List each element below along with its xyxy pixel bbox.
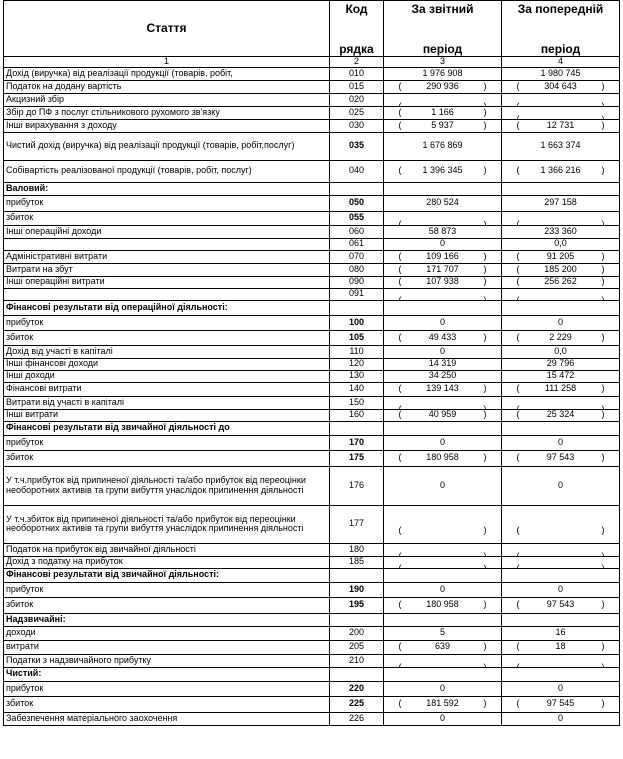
table-row: [4, 106, 620, 119]
header-previous-top: За попередній: [517, 2, 604, 16]
table-row: [4, 613, 620, 626]
row-previous-value: 297 158: [502, 195, 620, 211]
row-previous-value: [502, 667, 620, 681]
negative-value: ( 25 324 ): [517, 410, 605, 420]
row-article: Збір до ПФ з послуг стільникового рухомого зв'язку: [4, 106, 330, 119]
table-row: [4, 195, 620, 211]
row-code: 200: [330, 626, 384, 640]
row-code: 160: [330, 409, 384, 421]
row-previous-value: [502, 421, 620, 435]
row-article: Податок на додану вартість: [4, 80, 330, 93]
row-article: прибуток: [4, 681, 330, 696]
table-row: [4, 238, 620, 250]
negative-value: ( 2 229 ): [517, 333, 605, 343]
row-article: прибуток: [4, 315, 330, 330]
row-current-value: [384, 300, 502, 315]
header-article: Стаття: [4, 1, 330, 57]
income-statement-table: [3, 0, 620, 726]
row-current-value: 1 976 908: [384, 67, 502, 80]
row-previous-value: 0: [502, 582, 620, 597]
row-code: 010: [330, 67, 384, 80]
table-body: [4, 67, 620, 725]
row-previous-value: [502, 288, 620, 300]
row-article: Акцизний збір: [4, 93, 330, 106]
row-article: Фінансові результати від звичайної діяльності до: [4, 421, 330, 435]
row-current-value: 0: [384, 315, 502, 330]
row-current-value: [384, 597, 502, 613]
table-row: [4, 276, 620, 288]
row-previous-value: [502, 106, 620, 119]
table-row: [4, 315, 620, 330]
row-article: витрати: [4, 640, 330, 654]
row-code: 177: [330, 505, 384, 543]
row-current-value: [384, 421, 502, 435]
row-current-value: [384, 640, 502, 654]
row-current-value: [384, 409, 502, 421]
table-row: [4, 160, 620, 182]
negative-value: ( 639 ): [399, 642, 487, 652]
table-row: [4, 211, 620, 225]
row-article: доходи: [4, 626, 330, 640]
negative-value: ( 1 366 216 ): [517, 166, 605, 176]
row-current-value: [384, 543, 502, 556]
row-previous-value: [502, 382, 620, 396]
row-article: збиток: [4, 211, 330, 225]
row-current-value: [384, 182, 502, 195]
row-current-value: [384, 106, 502, 119]
row-previous-value: 29 796: [502, 358, 620, 370]
row-article: Інші доходи: [4, 370, 330, 382]
row-current-value: 0: [384, 238, 502, 250]
row-current-value: [384, 613, 502, 626]
negative-value: ( 1 396 345 ): [399, 166, 487, 176]
negative-value: ( 97 543 ): [517, 600, 605, 610]
row-previous-value: [502, 543, 620, 556]
row-current-value: [384, 556, 502, 568]
row-code: 070: [330, 250, 384, 263]
row-code: 091: [330, 288, 384, 300]
row-article: Інші фінансові доходи: [4, 358, 330, 370]
row-current-value: [384, 288, 502, 300]
table-row: [4, 119, 620, 132]
row-code: 025: [330, 106, 384, 119]
row-previous-value: [502, 450, 620, 466]
column-number: 3: [384, 57, 502, 68]
row-article: Собівартість реалізованої продукції (товарів, робіт, послуг): [4, 160, 330, 182]
negative-value: ( 256 262 ): [517, 277, 605, 287]
table-row: [4, 712, 620, 725]
table-row: [4, 696, 620, 712]
row-current-value: 34 250: [384, 370, 502, 382]
row-current-value: 0: [384, 345, 502, 358]
row-current-value: [384, 250, 502, 263]
row-current-value: [384, 119, 502, 132]
row-current-value: [384, 160, 502, 182]
row-article: [4, 288, 330, 300]
row-article: Інші витрати: [4, 409, 330, 421]
row-current-value: [384, 654, 502, 667]
row-code: 210: [330, 654, 384, 667]
row-article: Дохід з податку на прибуток: [4, 556, 330, 568]
negative-value: ( 180 958 ): [399, 453, 487, 463]
table-row: [4, 556, 620, 568]
column-number: 2: [330, 57, 384, 68]
negative-value: ( 97 545 ): [517, 699, 605, 709]
row-article: Витрати на збут: [4, 263, 330, 276]
negative-value: ( 91 205 ): [517, 252, 605, 262]
row-article: Чистий:: [4, 667, 330, 681]
header-previous-bottom: період: [540, 41, 581, 56]
row-previous-value: 0,0: [502, 238, 620, 250]
table-row: [4, 435, 620, 450]
row-article: Фінансові результати від операційної діяльності:: [4, 300, 330, 315]
row-previous-value: 15 472: [502, 370, 620, 382]
row-previous-value: 0: [502, 466, 620, 505]
negative-value: ( 49 433 ): [399, 333, 487, 343]
row-current-value: [384, 505, 502, 543]
row-code: 190: [330, 582, 384, 597]
row-previous-value: [502, 505, 620, 543]
row-previous-value: [502, 654, 620, 667]
negative-value: ( 111 258 ): [517, 384, 605, 394]
table-row: [4, 450, 620, 466]
table-row: [4, 358, 620, 370]
row-current-value: 5: [384, 626, 502, 640]
row-article: Фінансові витрати: [4, 382, 330, 396]
table-row: [4, 597, 620, 613]
table-row: [4, 250, 620, 263]
row-code: 061: [330, 238, 384, 250]
header-current-period: [384, 1, 502, 57]
negative-value: ( 181 592 ): [399, 699, 487, 709]
header-code-bottom: рядка: [339, 41, 374, 56]
row-article: збиток: [4, 330, 330, 345]
row-current-value: 14 319: [384, 358, 502, 370]
negative-value: ( 107 938 ): [399, 277, 487, 287]
row-article: [4, 238, 330, 250]
table-row: [4, 505, 620, 543]
column-number-row: [4, 57, 620, 68]
row-code: 225: [330, 696, 384, 712]
header-previous-period: [502, 1, 620, 57]
row-article: У т.ч.збиток від припиненої діяльності та/або прибуток від переоцінки необоротних активів та групи вибуття унаслідок припинення діяльності: [4, 505, 330, 543]
row-article: Податок на прибуток від звичайної діяльності: [4, 543, 330, 556]
row-code: [330, 613, 384, 626]
negative-value: ( 1 166 ): [399, 108, 487, 118]
table-row: [4, 345, 620, 358]
table-row: [4, 568, 620, 582]
row-previous-value: [502, 276, 620, 288]
row-article: прибуток: [4, 435, 330, 450]
row-previous-value: 0,0: [502, 345, 620, 358]
table-row: [4, 370, 620, 382]
row-code: 060: [330, 225, 384, 238]
row-article: Забезпечення матеріального заохочення: [4, 712, 330, 725]
row-article: Фінансові результати від звичайної діяльності:: [4, 568, 330, 582]
row-previous-value: [502, 330, 620, 345]
row-previous-value: [502, 211, 620, 225]
row-article: Інші операційні витрати: [4, 276, 330, 288]
row-code: [330, 667, 384, 681]
row-code: 130: [330, 370, 384, 382]
row-previous-value: [502, 160, 620, 182]
table-row: [4, 409, 620, 421]
row-code: [330, 568, 384, 582]
table-row: [4, 681, 620, 696]
row-code: [330, 421, 384, 435]
row-previous-value: [502, 640, 620, 654]
negative-value: ( 109 166 ): [399, 252, 487, 262]
row-current-value: [384, 263, 502, 276]
row-article: збиток: [4, 696, 330, 712]
negative-value: ( 171 707 ): [399, 265, 487, 275]
row-previous-value: [502, 250, 620, 263]
negative-value: ( 185 200 ): [517, 265, 605, 275]
row-article: Дохід (виручка) від реалізації продукції (товарів, робіт,: [4, 67, 330, 80]
row-article: збиток: [4, 597, 330, 613]
row-previous-value: [502, 396, 620, 409]
row-current-value: 1 676 869: [384, 132, 502, 160]
row-current-value: [384, 696, 502, 712]
table-row: [4, 582, 620, 597]
row-current-value: [384, 276, 502, 288]
table-row: [4, 182, 620, 195]
row-previous-value: [502, 263, 620, 276]
row-current-value: [384, 211, 502, 225]
header-code: [330, 1, 384, 57]
column-number: 4: [502, 57, 620, 68]
row-current-value: [384, 330, 502, 345]
row-code: 110: [330, 345, 384, 358]
row-current-value: 280 524: [384, 195, 502, 211]
row-current-value: [384, 80, 502, 93]
column-number: 1: [4, 57, 330, 68]
row-code: 180: [330, 543, 384, 556]
row-code: 150: [330, 396, 384, 409]
table-row: [4, 543, 620, 556]
row-current-value: 0: [384, 582, 502, 597]
row-code: 105: [330, 330, 384, 345]
row-article: Інші операційні доходи: [4, 225, 330, 238]
row-previous-value: 0: [502, 712, 620, 725]
row-current-value: 0: [384, 435, 502, 450]
table-row: [4, 654, 620, 667]
row-article: Адміністративні витрати: [4, 250, 330, 263]
table-row: [4, 396, 620, 409]
negative-value: ( 5 937 ): [399, 121, 487, 131]
row-code: 226: [330, 712, 384, 725]
header-row: [4, 1, 620, 57]
row-code: 015: [330, 80, 384, 93]
negative-value: ( 18 ): [517, 642, 605, 652]
header-current-bottom: період: [422, 41, 463, 56]
row-code: 170: [330, 435, 384, 450]
row-previous-value: 16: [502, 626, 620, 640]
row-code: 055: [330, 211, 384, 225]
row-current-value: [384, 93, 502, 106]
row-article: У т.ч.прибуток від припиненої діяльності та/або прибуток від переоцінки необоротних активів та групи вибуття унаслідок припинення діяльності: [4, 466, 330, 505]
row-code: 176: [330, 466, 384, 505]
negative-value: ( 304 643 ): [517, 82, 605, 92]
negative-value: ( 180 958 ): [399, 600, 487, 610]
row-current-value: [384, 382, 502, 396]
row-current-value: 58 873: [384, 225, 502, 238]
row-previous-value: 233 360: [502, 225, 620, 238]
row-previous-value: [502, 568, 620, 582]
row-previous-value: [502, 182, 620, 195]
row-code: 090: [330, 276, 384, 288]
row-article: Дохід від участі в капіталі: [4, 345, 330, 358]
row-code: 120: [330, 358, 384, 370]
row-previous-value: [502, 409, 620, 421]
table-row: [4, 626, 620, 640]
row-previous-value: [502, 696, 620, 712]
row-code: [330, 182, 384, 195]
row-article: Валовий:: [4, 182, 330, 195]
negative-value: ( 40 959 ): [399, 410, 487, 420]
row-article: прибуток: [4, 195, 330, 211]
table-row: [4, 640, 620, 654]
row-code: 035: [330, 132, 384, 160]
row-code: 040: [330, 160, 384, 182]
negative-value: ( 12 731 ): [517, 121, 605, 131]
row-code: 220: [330, 681, 384, 696]
row-current-value: [384, 568, 502, 582]
header-code-top: Код: [345, 2, 368, 16]
row-current-value: 0: [384, 466, 502, 505]
row-previous-value: 1 980 745: [502, 67, 620, 80]
row-code: 020: [330, 93, 384, 106]
row-previous-value: [502, 300, 620, 315]
row-previous-value: [502, 80, 620, 93]
row-current-value: [384, 667, 502, 681]
row-current-value: 0: [384, 681, 502, 696]
negative-value: ( 97 543 ): [517, 453, 605, 463]
row-previous-value: 0: [502, 315, 620, 330]
row-code: 140: [330, 382, 384, 396]
row-article: Витрати від участі в капіталі: [4, 396, 330, 409]
row-article: Податки з надзвичайного прибутку: [4, 654, 330, 667]
row-code: [330, 300, 384, 315]
row-article: збиток: [4, 450, 330, 466]
row-code: 100: [330, 315, 384, 330]
table-row: [4, 225, 620, 238]
negative-value: ( 290 936 ): [399, 82, 487, 92]
row-previous-value: [502, 597, 620, 613]
table-row: [4, 382, 620, 396]
table-row: [4, 263, 620, 276]
row-previous-value: 0: [502, 681, 620, 696]
table-row: [4, 466, 620, 505]
row-code: 175: [330, 450, 384, 466]
row-code: 185: [330, 556, 384, 568]
row-previous-value: [502, 93, 620, 106]
table-row: [4, 80, 620, 93]
row-article: Чистий дохід (виручка) від реалізації продукції (товарів, робіт,послуг): [4, 132, 330, 160]
row-previous-value: [502, 556, 620, 568]
row-code: 030: [330, 119, 384, 132]
table-row: [4, 421, 620, 435]
table-row: [4, 300, 620, 315]
row-previous-value: [502, 119, 620, 132]
row-code: 205: [330, 640, 384, 654]
table-row: [4, 67, 620, 80]
table-row: [4, 330, 620, 345]
row-previous-value: [502, 613, 620, 626]
header-current-top: За звітний: [411, 2, 474, 16]
row-previous-value: 1 663 374: [502, 132, 620, 160]
row-code: 195: [330, 597, 384, 613]
table-row: [4, 288, 620, 300]
row-article: Інші вирахування з доходу: [4, 119, 330, 132]
row-previous-value: 0: [502, 435, 620, 450]
table-row: [4, 93, 620, 106]
row-code: 050: [330, 195, 384, 211]
row-code: 080: [330, 263, 384, 276]
row-current-value: [384, 396, 502, 409]
row-article: прибуток: [4, 582, 330, 597]
table-row: [4, 132, 620, 160]
row-article: Надзвичайні:: [4, 613, 330, 626]
negative-value: ( 139 143 ): [399, 384, 487, 394]
table-row: [4, 667, 620, 681]
row-current-value: [384, 450, 502, 466]
row-current-value: 0: [384, 712, 502, 725]
